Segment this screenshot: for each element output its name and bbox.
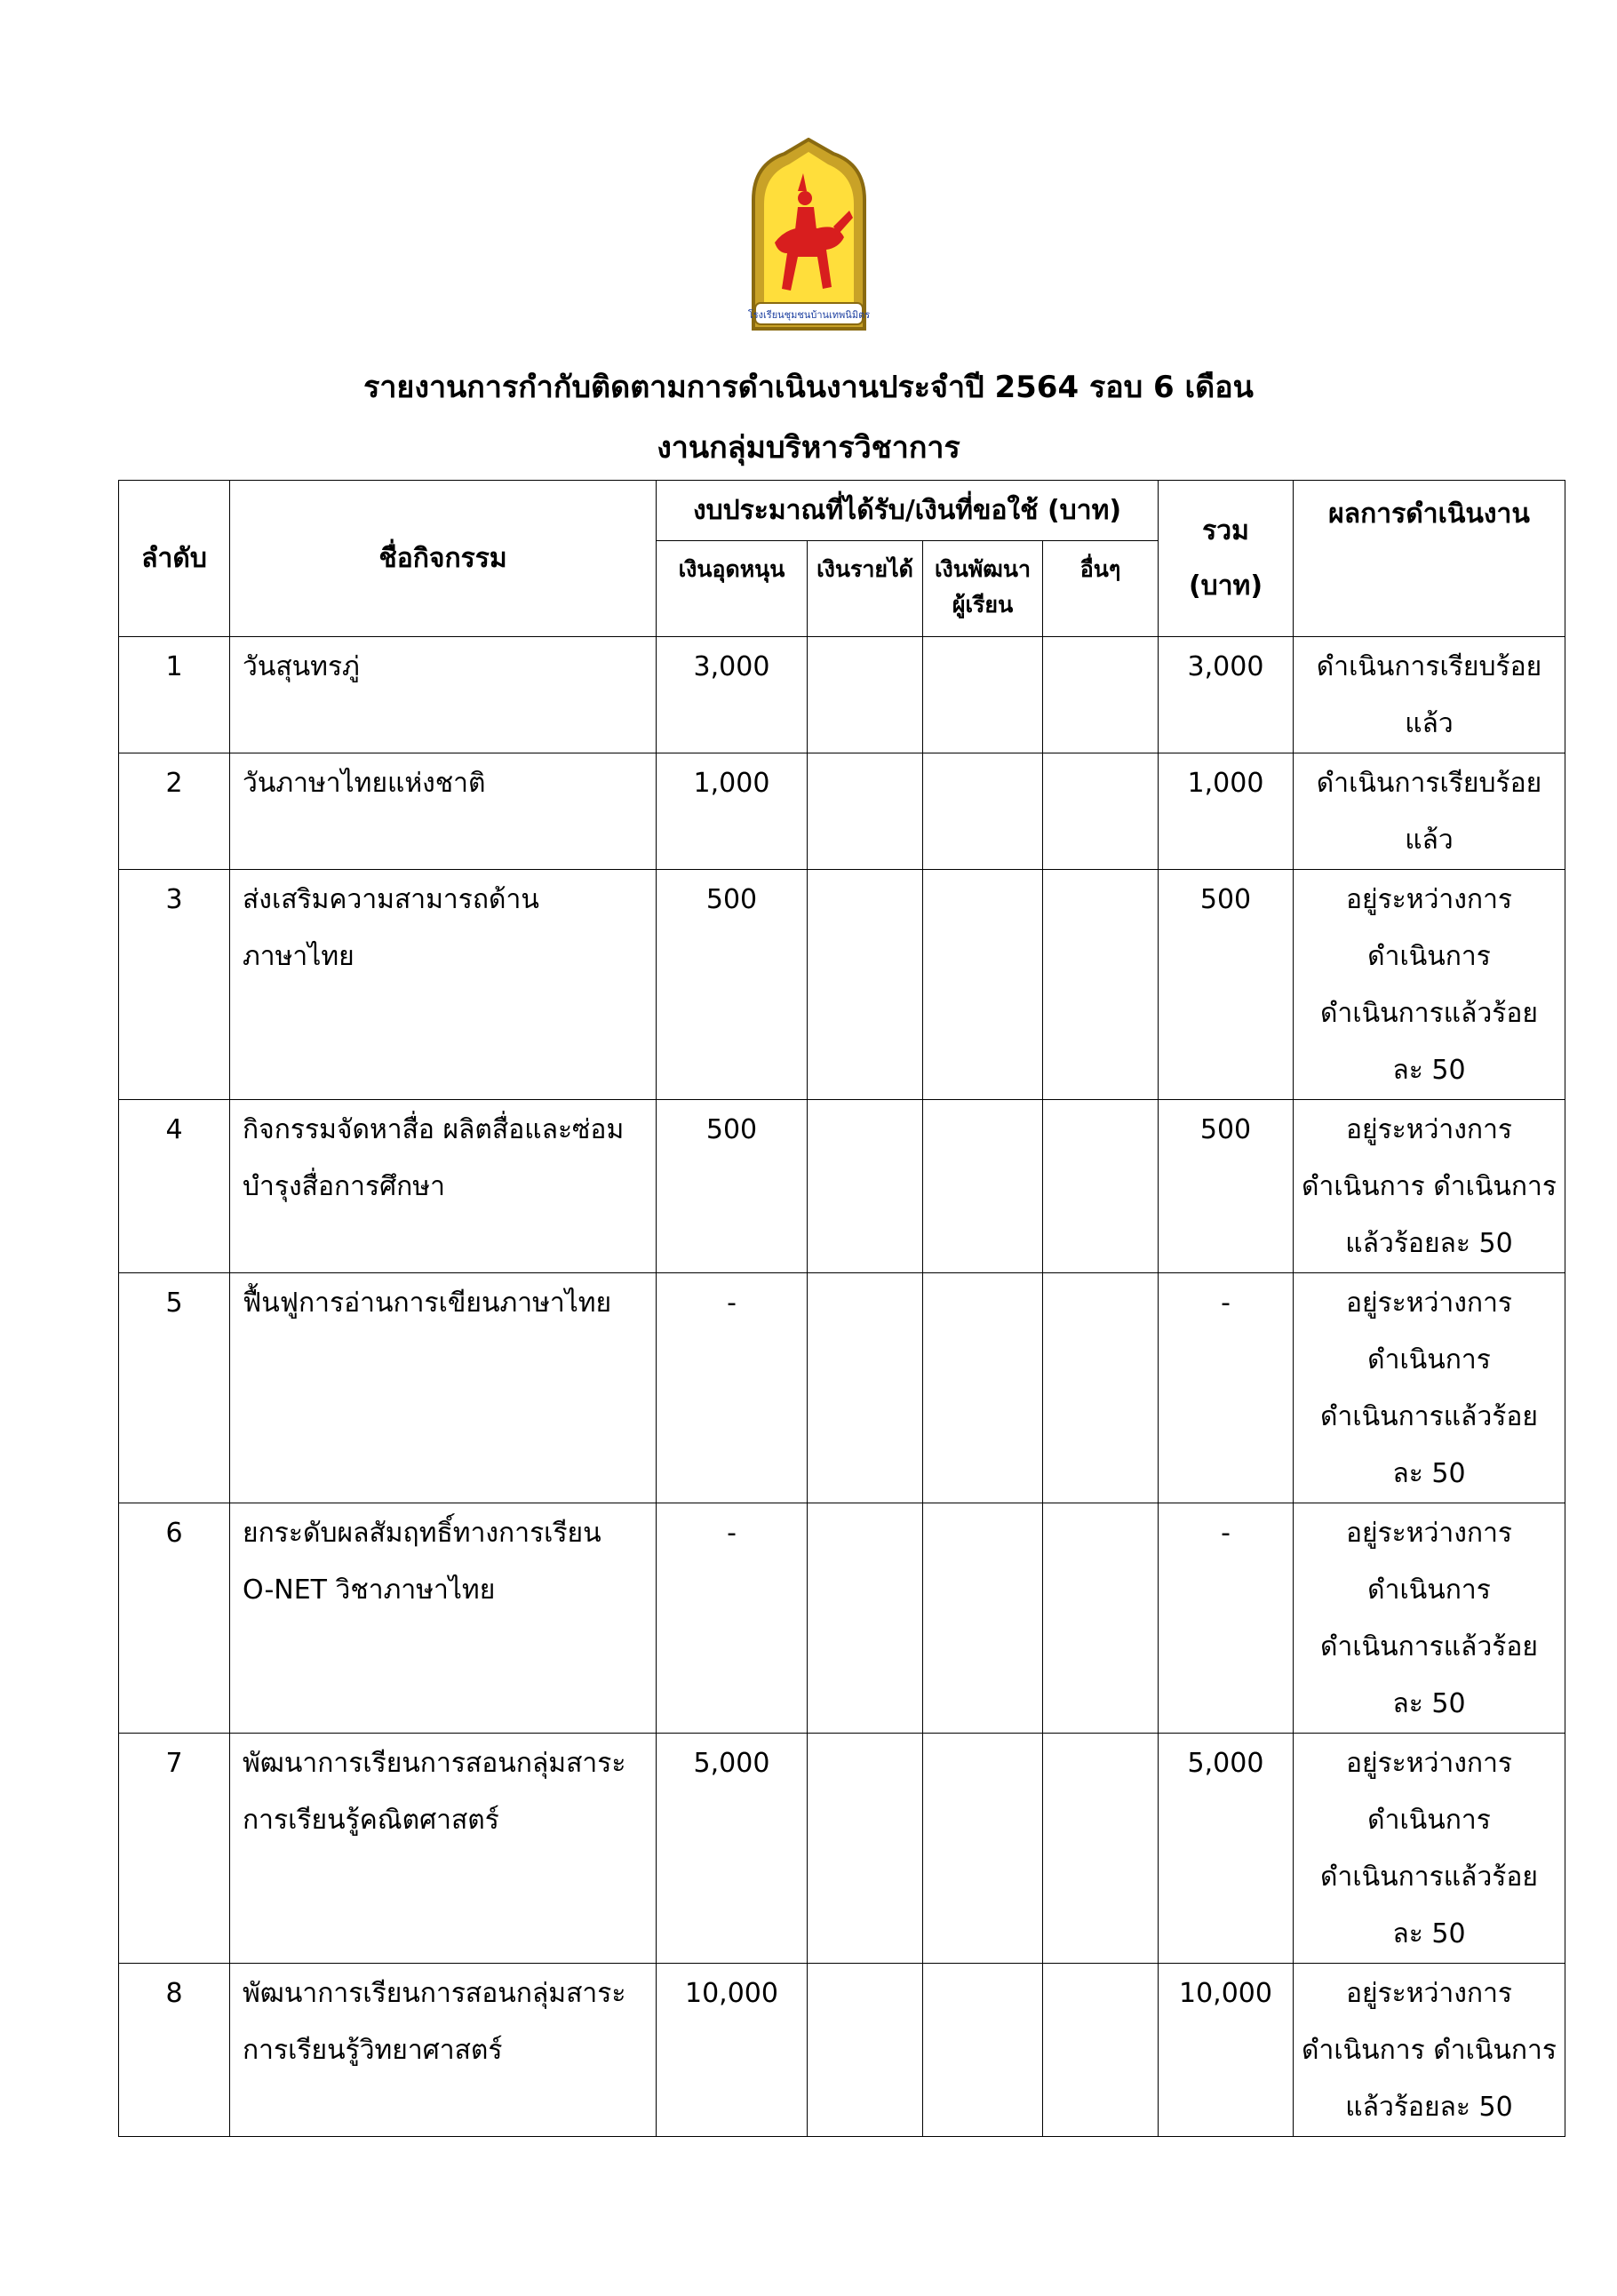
subsidy-amount: 10,000 [657, 1964, 808, 2137]
activity-name: ยกระดับผลสัมฤทธิ์ทางการเรียน O-NET วิชาภาษาไทย [230, 1503, 657, 1734]
header-result: ผลการดำเนินงาน [1294, 481, 1565, 637]
learner-dev-amount [923, 1734, 1043, 1964]
income-amount [808, 637, 923, 753]
total-amount: 10,000 [1159, 1964, 1294, 2137]
income-amount [808, 1100, 923, 1273]
row-number: 5 [119, 1273, 230, 1503]
table-row [119, 1964, 1565, 2137]
other-amount [1043, 753, 1159, 870]
income-amount [808, 1734, 923, 1964]
header-income: เงินรายได้ [808, 541, 923, 637]
total-amount: - [1159, 1503, 1294, 1734]
logo-caption: โรงเรียนชุมชนบ้านเทพนิมิตร [747, 309, 871, 321]
report-subtitle: งานกลุ่มบริหารวิชาการ [657, 430, 960, 466]
income-amount [808, 870, 923, 1100]
table-row [119, 1734, 1565, 1964]
learner-dev-amount [923, 753, 1043, 870]
table-row [119, 870, 1565, 1100]
result-status: อยู่ระหว่างการ ดำเนินการ ดำเนินการแล้วร้อย ละ 50 [1294, 1734, 1565, 1964]
activity-name: วันภาษาไทยแห่งชาติ [230, 753, 657, 870]
income-amount [808, 1273, 923, 1503]
header-total: รวม (บาท) [1159, 481, 1294, 637]
subsidy-amount: - [657, 1273, 808, 1503]
header-budget-group: งบประมาณที่ได้รับ/เงินที่ขอใช้ (บาท) [657, 481, 1159, 541]
result-status: อยู่ระหว่างการ ดำเนินการ ดำเนินการ แล้วร้อยละ 50 [1294, 1964, 1565, 2137]
total-amount: 500 [1159, 1100, 1294, 1273]
other-amount [1043, 1964, 1159, 2137]
header-learner-dev: เงินพัฒนา ผู้เรียน [923, 541, 1043, 637]
other-amount [1043, 637, 1159, 753]
income-amount [808, 1964, 923, 2137]
other-amount [1043, 1734, 1159, 1964]
row-number: 8 [119, 1964, 230, 2137]
income-amount [808, 753, 923, 870]
activity-name: ฟื้นฟูการอ่านการเขียนภาษาไทย [230, 1273, 657, 1503]
learner-dev-amount [923, 870, 1043, 1100]
subsidy-amount: 500 [657, 870, 808, 1100]
result-status: อยู่ระหว่างการ ดำเนินการ ดำเนินการแล้วร้อย ละ 50 [1294, 1503, 1565, 1734]
report-title: รายงานการกำกับติดตามการดำเนินงานประจำปี 2564 รอบ 6 เดือน [363, 370, 1254, 405]
total-amount: - [1159, 1273, 1294, 1503]
result-status: ดำเนินการเรียบร้อย แล้ว [1294, 753, 1565, 870]
row-number: 7 [119, 1734, 230, 1964]
learner-dev-amount [923, 637, 1043, 753]
activity-name: พัฒนาการเรียนการสอนกลุ่มสาระ การเรียนรู้วิทยาศาสตร์ [230, 1964, 657, 2137]
learner-dev-amount [923, 1964, 1043, 2137]
row-number: 1 [119, 637, 230, 753]
row-number: 6 [119, 1503, 230, 1734]
table-row [119, 1100, 1565, 1273]
header-no: ลำดับ [119, 481, 230, 637]
subsidy-amount: - [657, 1503, 808, 1734]
other-amount [1043, 1503, 1159, 1734]
result-status: ดำเนินการเรียบร้อย แล้ว [1294, 637, 1565, 753]
total-amount: 3,000 [1159, 637, 1294, 753]
school-logo-icon [736, 138, 882, 333]
result-status: อยู่ระหว่างการ ดำเนินการ ดำเนินการแล้วร้อย ละ 50 [1294, 870, 1565, 1100]
row-number: 2 [119, 753, 230, 870]
subsidy-amount: 3,000 [657, 637, 808, 753]
table-row [119, 637, 1565, 753]
other-amount [1043, 1100, 1159, 1273]
report-table [118, 480, 1565, 2137]
total-amount: 1,000 [1159, 753, 1294, 870]
header-subsidy: เงินอุดหนุน [657, 541, 808, 637]
activity-name: กิจกรรมจัดหาสื่อ ผลิตสื่อและซ่อม บำรุงสื่อการศึกษา [230, 1100, 657, 1273]
header-activity: ชื่อกิจกรรม [230, 481, 657, 637]
other-amount [1043, 870, 1159, 1100]
activity-name: พัฒนาการเรียนการสอนกลุ่มสาระ การเรียนรู้คณิตศาสตร์ [230, 1734, 657, 1964]
total-amount: 500 [1159, 870, 1294, 1100]
table-row [119, 753, 1565, 870]
total-amount: 5,000 [1159, 1734, 1294, 1964]
header-other: อื่นๆ [1043, 541, 1159, 637]
income-amount [808, 1503, 923, 1734]
result-status: อยู่ระหว่างการ ดำเนินการ ดำเนินการแล้วร้อย ละ 50 [1294, 1273, 1565, 1503]
result-status: อยู่ระหว่างการ ดำเนินการ ดำเนินการ แล้วร้อยละ 50 [1294, 1100, 1565, 1273]
table-row [119, 1503, 1565, 1734]
subsidy-amount: 1,000 [657, 753, 808, 870]
other-amount [1043, 1273, 1159, 1503]
row-number: 3 [119, 870, 230, 1100]
subsidy-amount: 5,000 [657, 1734, 808, 1964]
learner-dev-amount [923, 1503, 1043, 1734]
activity-name: ส่งเสริมความสามารถด้าน ภาษาไทย [230, 870, 657, 1100]
table-row [119, 1273, 1565, 1503]
learner-dev-amount [923, 1273, 1043, 1503]
activity-name: วันสุนทรภู่ [230, 637, 657, 753]
subsidy-amount: 500 [657, 1100, 808, 1273]
row-number: 4 [119, 1100, 230, 1273]
learner-dev-amount [923, 1100, 1043, 1273]
